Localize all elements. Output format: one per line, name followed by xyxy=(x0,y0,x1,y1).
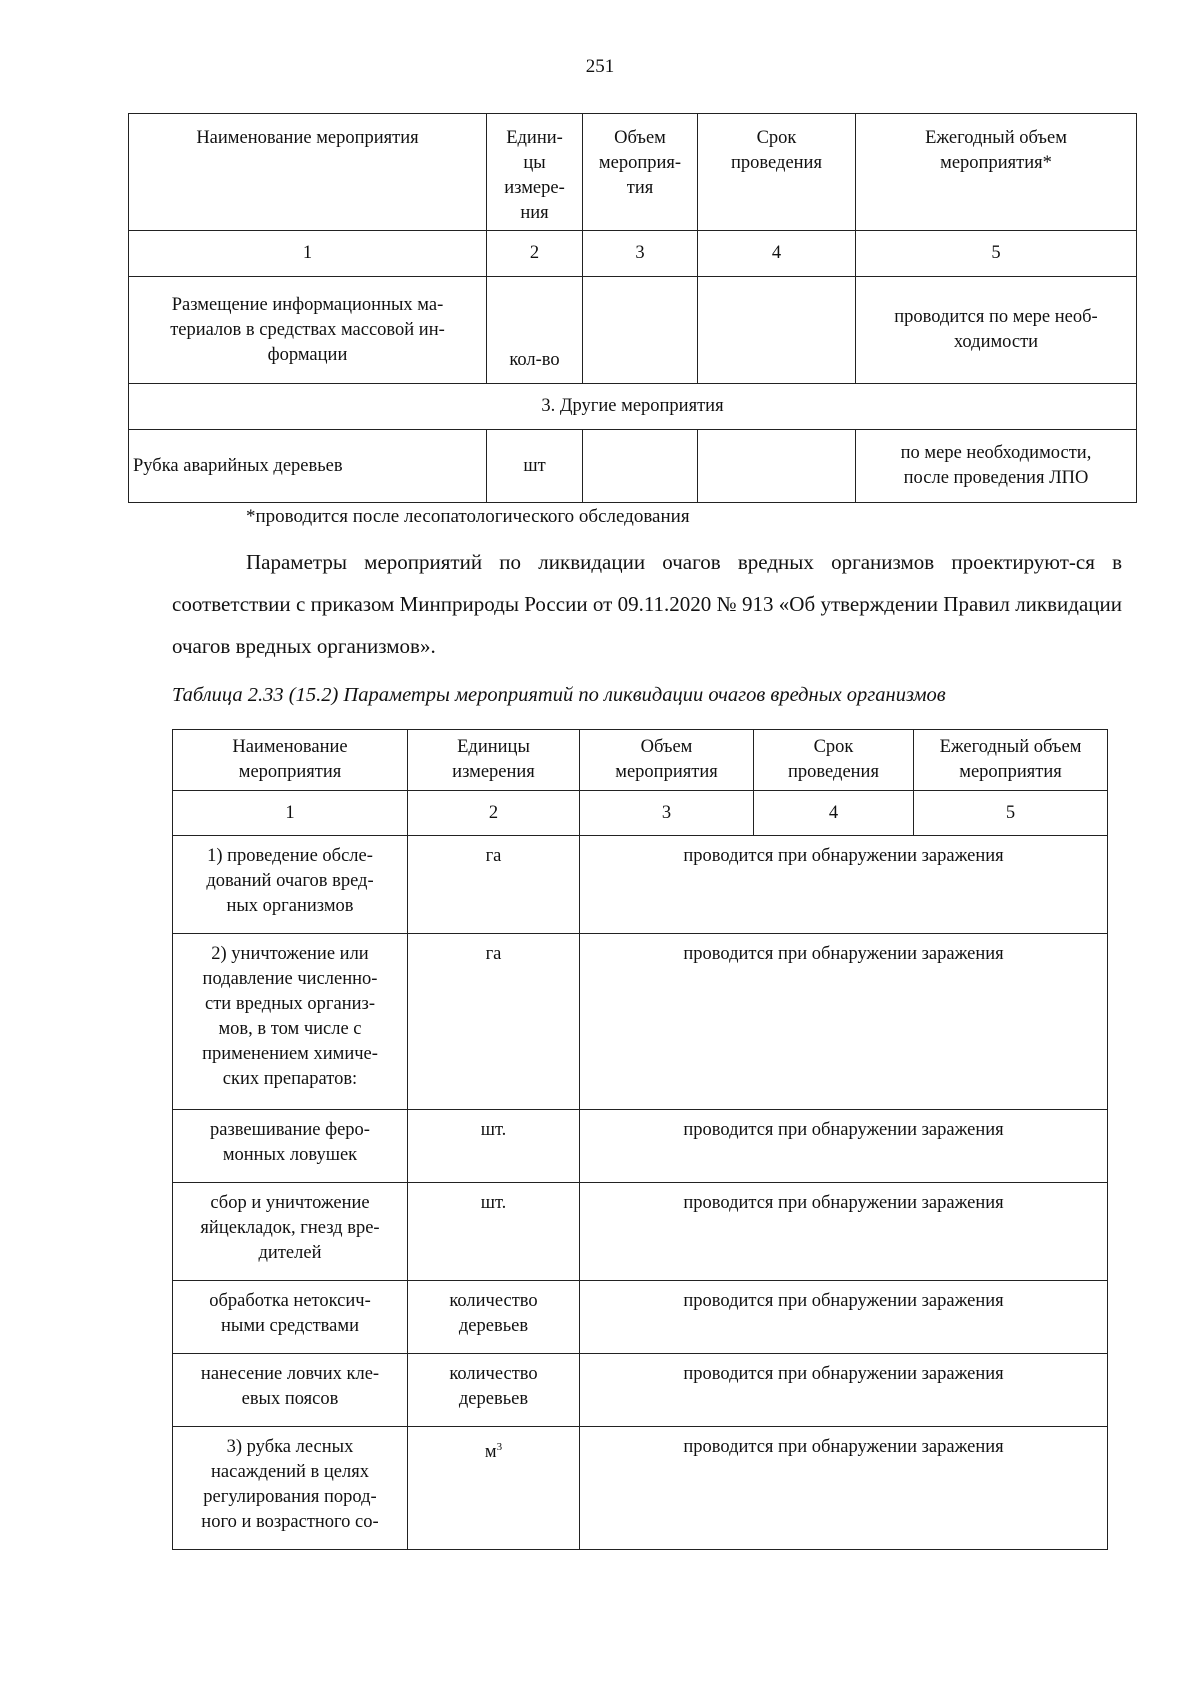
activity-annual: по мере необходимости, после проведения ЛПО xyxy=(856,430,1137,503)
activity-note: проводится при обнаружении заражения xyxy=(580,836,1108,934)
activity-volume xyxy=(583,430,698,503)
column-number: 5 xyxy=(856,231,1137,277)
column-number: 3 xyxy=(580,791,754,836)
pest-elimination-table xyxy=(172,729,1108,1550)
column-number-row xyxy=(129,231,1137,277)
table-header-row xyxy=(129,114,1137,231)
activity-note: проводится при обнаружении заражения xyxy=(580,1354,1108,1427)
table-header-row xyxy=(173,730,1108,791)
table-row xyxy=(173,1354,1108,1427)
activity-name: Рубка аварийных деревьев xyxy=(129,430,487,503)
column-number: 1 xyxy=(173,791,408,836)
activity-name: Размещение информационных ма- териалов в средствах массовой ин- формации xyxy=(129,277,487,384)
table-row xyxy=(173,1183,1108,1281)
activity-unit: шт xyxy=(487,430,583,503)
activity-unit: шт. xyxy=(408,1110,580,1183)
header-cell: Единицы измерения xyxy=(408,730,580,791)
unit-superscript: 3 xyxy=(496,1441,503,1453)
table-row xyxy=(173,1427,1108,1550)
column-number: 4 xyxy=(698,231,856,277)
activity-annual: проводится по мере необ- ходимости xyxy=(856,277,1137,384)
table-row xyxy=(173,1110,1108,1183)
section-row xyxy=(129,384,1137,430)
activity-volume xyxy=(583,277,698,384)
unit-text: м xyxy=(484,1442,497,1463)
activity-name: развешивание феро- монных ловушек xyxy=(173,1110,408,1183)
activity-term xyxy=(698,277,856,384)
activity-unit: кол-во xyxy=(487,277,583,384)
activity-name: нанесение ловчих кле- евых поясов xyxy=(173,1354,408,1427)
header-cell: Ежегодный объем мероприятия xyxy=(914,730,1108,791)
column-number: 3 xyxy=(583,231,698,277)
table-caption: Таблица 2.33 (15.2) Параметры мероприятий по ликвидации очагов вредных организмов xyxy=(172,684,946,706)
activity-name: обработка нетоксич- ными средствами xyxy=(173,1281,408,1354)
activity-note: проводится при обнаружении заражения xyxy=(580,1110,1108,1183)
header-cell: Объем мероприятия xyxy=(580,730,754,791)
header-cell: Ежегодный объем мероприятия* xyxy=(856,114,1137,231)
activity-unit: количество деревьев xyxy=(408,1281,580,1354)
column-number: 5 xyxy=(914,791,1108,836)
column-number: 4 xyxy=(754,791,914,836)
activity-note: проводится при обнаружении заражения xyxy=(580,1281,1108,1354)
header-cell: Наименование мероприятия xyxy=(129,114,487,231)
table-row xyxy=(129,430,1137,503)
table-row xyxy=(173,836,1108,934)
activity-note: проводится при обнаружении заражения xyxy=(580,1427,1108,1550)
body-paragraph: Параметры мероприятий по ликвидации очагов вредных организмов проектируют-ся в соответствии с приказом Минприроды России от 09.11.2020 № 913 «Об утверждении Правил ликвидации очагов вредных организмов». xyxy=(172,550,1122,658)
activities-table xyxy=(128,113,1137,503)
table-row xyxy=(173,1281,1108,1354)
activity-name: сбор и уничтожение яйцекладок, гнезд вре- дителей xyxy=(173,1183,408,1281)
activity-note: проводится при обнаружении заражения xyxy=(580,1183,1108,1281)
column-number-row xyxy=(173,791,1108,836)
activity-unit xyxy=(408,1427,580,1550)
activity-name: 2) уничтожение или подавление численно- сти вредных организ- мов, в том числе с применением химиче- ских препаратов: xyxy=(173,934,408,1110)
column-number: 2 xyxy=(408,791,580,836)
activity-name: 3) рубка лесных насаждений в целях регулирования пород- ного и возрастного со- xyxy=(173,1427,408,1550)
header-cell: Объем мероприя- тия xyxy=(583,114,698,231)
table-row xyxy=(129,277,1137,384)
activity-unit: количество деревьев xyxy=(408,1354,580,1427)
header-cell: Срок проведения xyxy=(698,114,856,231)
page-number: 251 xyxy=(585,56,615,77)
header-cell: Едини- цы измере- ния xyxy=(487,114,583,231)
activity-name: 1) проведение обсле- дований очагов вред- ных организмов xyxy=(173,836,408,934)
activity-note: проводится при обнаружении заражения xyxy=(580,934,1108,1110)
column-number: 2 xyxy=(487,231,583,277)
footnote: *проводится после лесопатологического обследования xyxy=(246,506,690,527)
activity-unit: га xyxy=(408,934,580,1110)
header-cell: Наименование мероприятия xyxy=(173,730,408,791)
table-row xyxy=(173,934,1108,1110)
section-title: 3. Другие мероприятия xyxy=(129,384,1137,430)
column-number: 1 xyxy=(129,231,487,277)
activity-term xyxy=(698,430,856,503)
activity-unit: шт. xyxy=(408,1183,580,1281)
activity-unit: га xyxy=(408,836,580,934)
header-cell: Срок проведения xyxy=(754,730,914,791)
